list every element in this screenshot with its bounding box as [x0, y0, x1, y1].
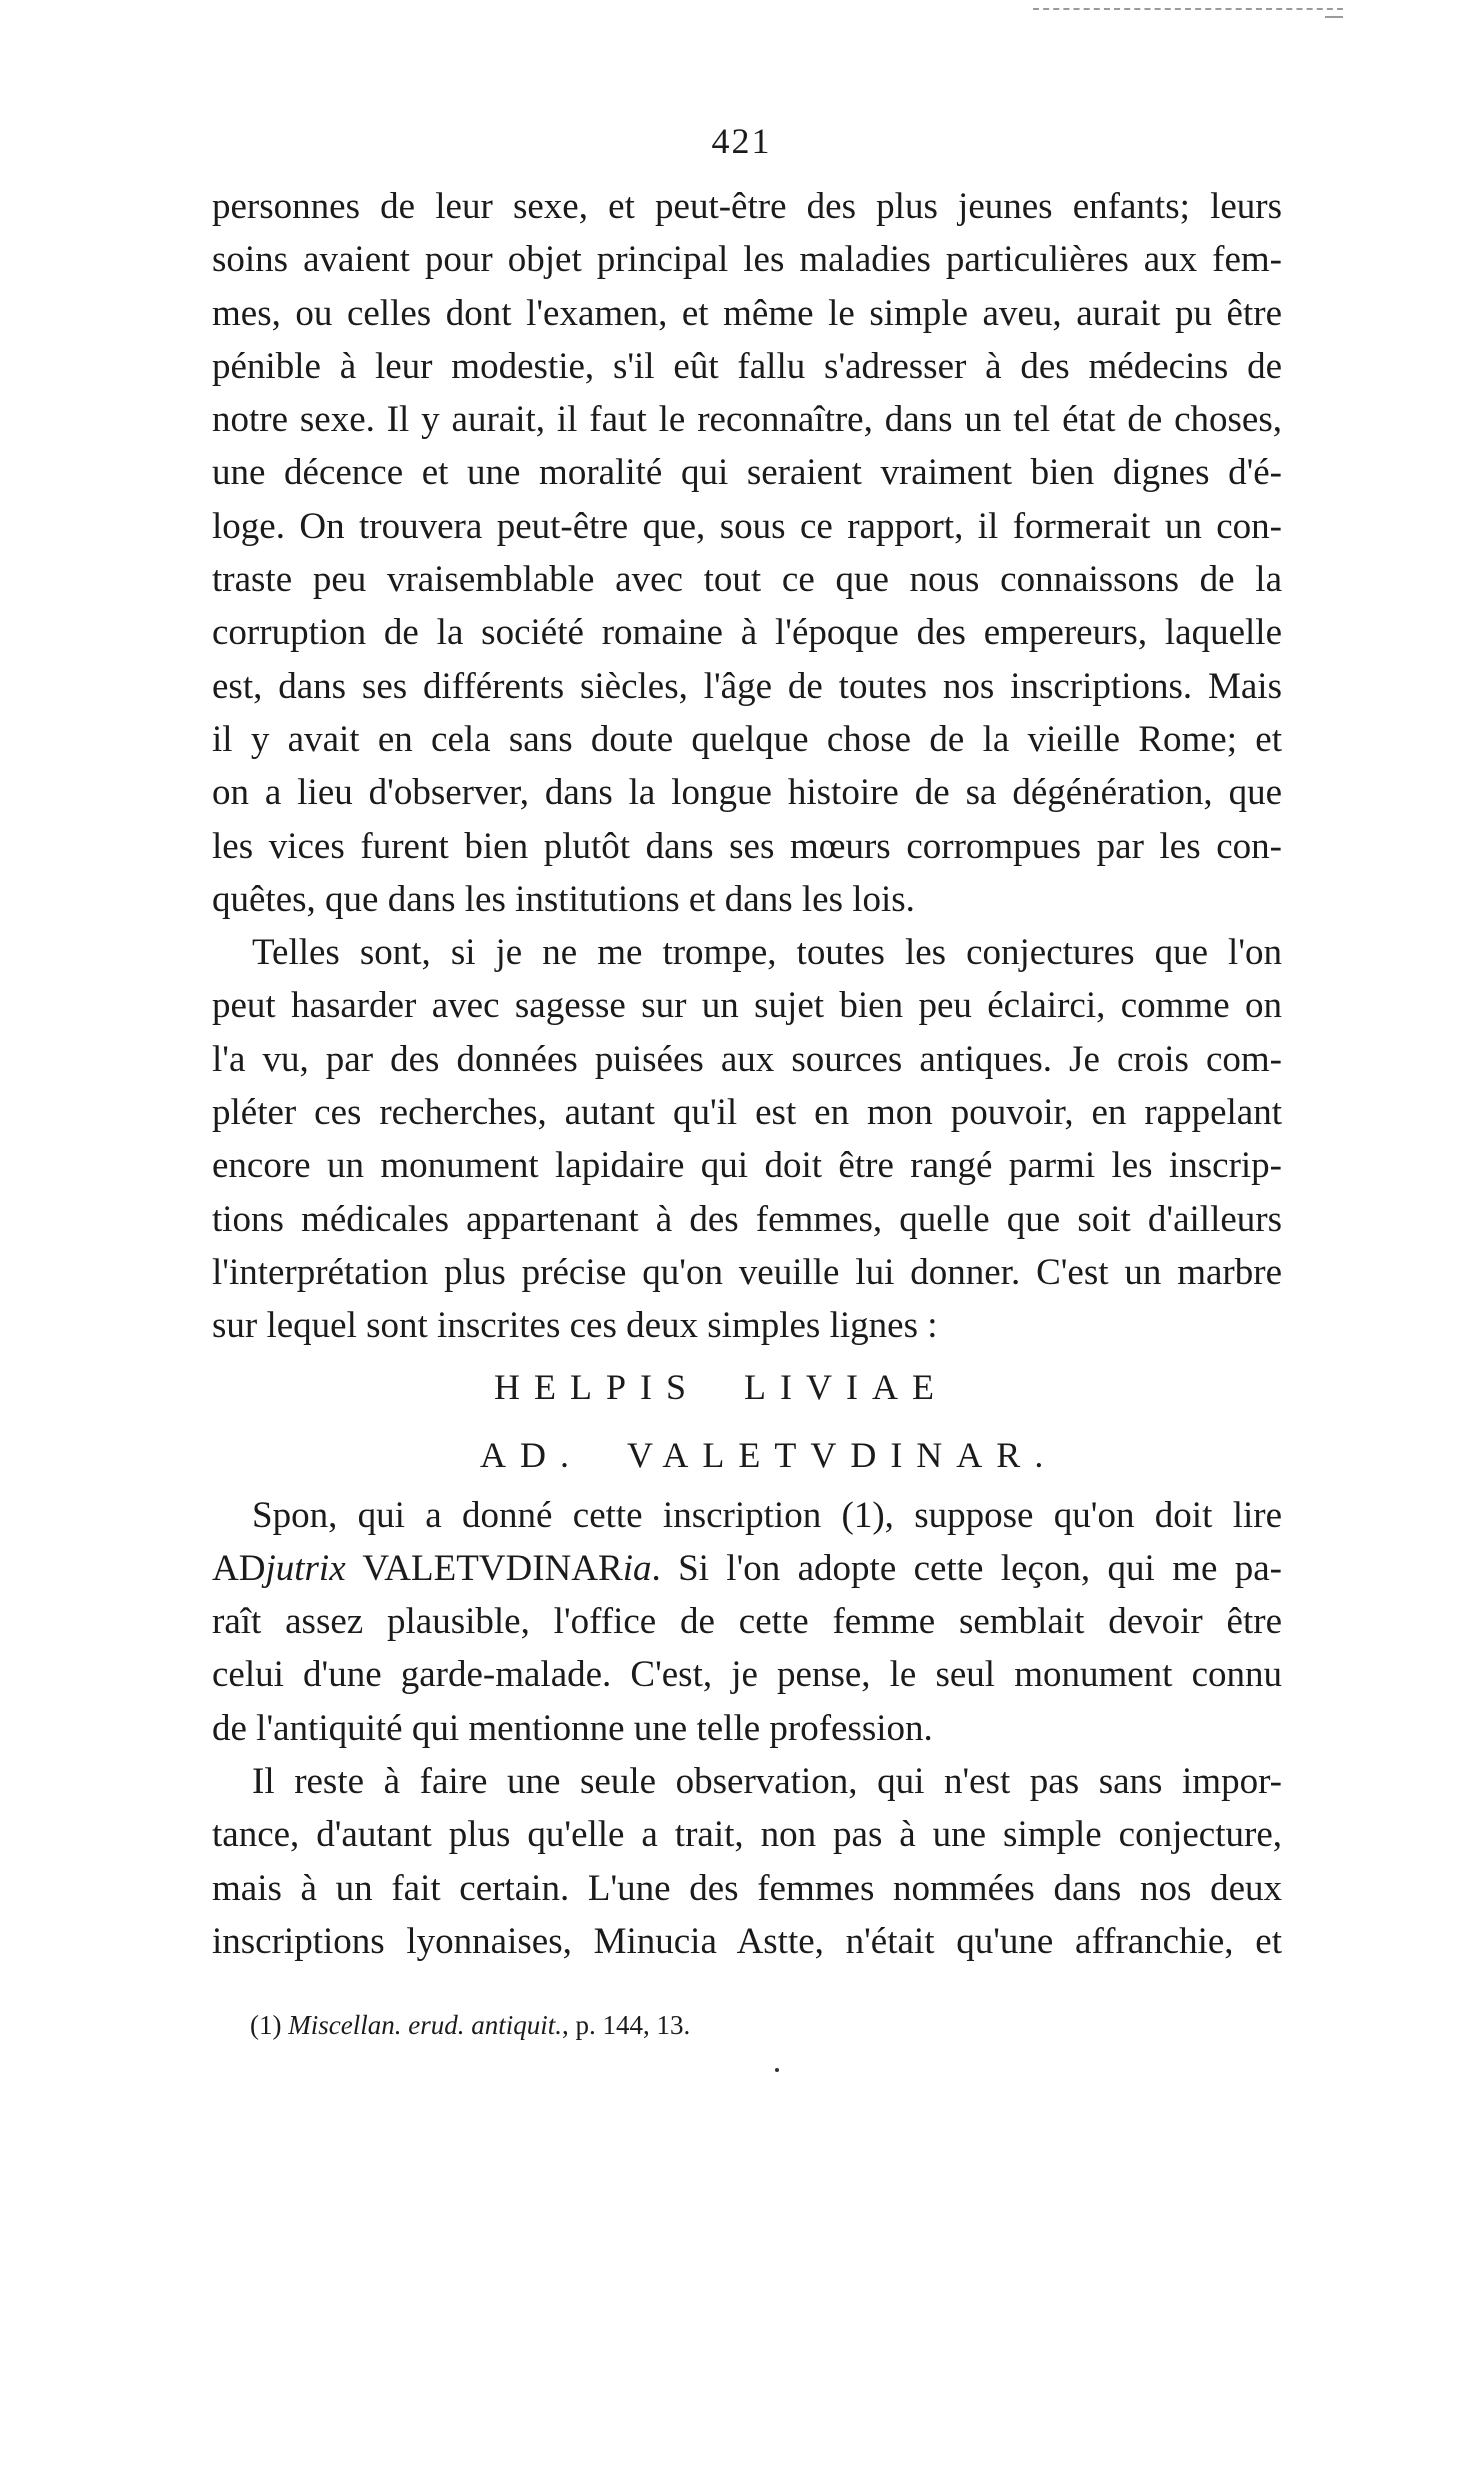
text-line: Il reste à faire une seule observation, qui n'est pas sans impor- [252, 1761, 1282, 1803]
text-run: . Si l'on adopte cette leçon, qui me pa- [651, 1547, 1283, 1589]
text-line: raît assez plausible, l'office de cette femme semblait devoir être [212, 1601, 1282, 1643]
footnote-marker: (1) [250, 2010, 282, 2040]
text-line: soins avaient pour objet principal les maladies particulières aux fem- [212, 239, 1282, 281]
inscription-abbrev: VALETVDINAR [345, 1547, 623, 1589]
text-line: celui d'une garde-malade. C'est, je pense, le seul monument connu [212, 1654, 1282, 1696]
footnote [250, 2010, 690, 2041]
text-line: Telles sont, si je ne me trompe, toutes les conjectures que l'on [252, 932, 1282, 974]
paragraph-4 [212, 1755, 1282, 1968]
text-line: encore un monument lapidaire qui doit être rangé parmi les inscrip- [212, 1145, 1282, 1187]
text-line: quêtes, que dans les institutions et dans les lois. [212, 878, 915, 920]
text-line: l'interprétation plus précise qu'on veuille lui donner. C'est un marbre [212, 1251, 1282, 1293]
text-line: pénible à leur modestie, s'il eût fallu s'adresser à des médecins de [212, 345, 1282, 387]
inscription-word: VALETVDINAR. [627, 1434, 1058, 1475]
text-line: inscriptions lyonnaises, Minucia Astte, n'était qu'une affranchie, et [212, 1920, 1282, 1962]
scan-edge-mark [1033, 8, 1343, 10]
text-line: Spon, qui a donné cette inscription (1), suppose qu'on doit lire [252, 1494, 1282, 1536]
text-line: pléter ces recherches, autant qu'il est en mon pouvoir, en rappelant [212, 1092, 1282, 1134]
text-line: une décence et une moralité qui seraient vraiment bien dignes d'é- [212, 452, 1282, 494]
text-line: est, dans ses différents siècles, l'âge de toutes nos inscriptions. Mais [212, 665, 1282, 707]
ink-speck [775, 2068, 779, 2072]
text-line: tance, d'autant plus qu'elle a trait, non pas à une simple conjecture, [212, 1814, 1282, 1856]
text-line: peut hasarder avec sagesse sur un sujet bien peu éclairci, comme on [212, 985, 1282, 1027]
inscription-word: HELPIS [494, 1366, 701, 1407]
page-number: 421 [711, 121, 772, 161]
text-line: mes, ou celles dont l'examen, et même le simple aveu, aurait pu être [212, 292, 1282, 334]
text-line [212, 1542, 1282, 1595]
inscription-word: AD. [480, 1434, 583, 1475]
inscription-expansion: jutrix [265, 1547, 346, 1589]
footnote-ref: , p. 144, 13. [561, 2010, 691, 2040]
paragraph-1 [212, 180, 1282, 926]
inscription-line-2 [212, 1421, 1282, 1489]
text-line: personnes de leur sexe, et peut-être des plus jeunes enfants; leurs [212, 186, 1282, 227]
paragraph-3 [212, 1489, 1282, 1755]
text-line: traste peu vraisemblable avec tout ce que nous connaissons de la [212, 559, 1282, 601]
text-line: les vices furent bien plutôt dans ses mœurs corrompues par les con- [212, 825, 1282, 867]
inscription-expansion: ia [622, 1547, 652, 1589]
inscription-word: LIVIAE [744, 1366, 948, 1407]
text-line: sur lequel sont inscrites ces deux simples lignes : [212, 1305, 938, 1347]
text-line: notre sexe. Il y aurait, il faut le reconnaître, dans un tel état de choses, [212, 399, 1282, 441]
scan-edge-mark-short [1325, 16, 1343, 18]
text-line: de l'antiquité qui mentionne une telle profession. [212, 1707, 933, 1749]
text-line: l'a vu, par des données puisées aux sources antiques. Je crois com- [212, 1038, 1282, 1080]
paragraph-2 [212, 926, 1282, 1352]
text-line: il y avait en cela sans doute quelque chose de la vieille Rome; et [212, 718, 1282, 760]
inscription-block [212, 1353, 1282, 1489]
text-line: on a lieu d'observer, dans la longue histoire de sa dégénération, que [212, 772, 1282, 814]
text-line: loge. On trouvera peut-être que, sous ce rapport, il formerait un con- [212, 505, 1282, 547]
inscription-abbrev: AD [212, 1547, 266, 1589]
text-line: corruption de la société romaine à l'époque des empereurs, laquelle [212, 612, 1282, 654]
inscription-line-1 [212, 1353, 1282, 1421]
footnote-source: Miscellan. erud. antiquit. [288, 2010, 562, 2040]
text-line: mais à un fait certain. L'une des femmes nommées dans nos deux [212, 1867, 1282, 1909]
text-line: tions médicales appartenant à des femmes, quelle que soit d'ailleurs [212, 1198, 1282, 1240]
page-body [212, 180, 1282, 1968]
